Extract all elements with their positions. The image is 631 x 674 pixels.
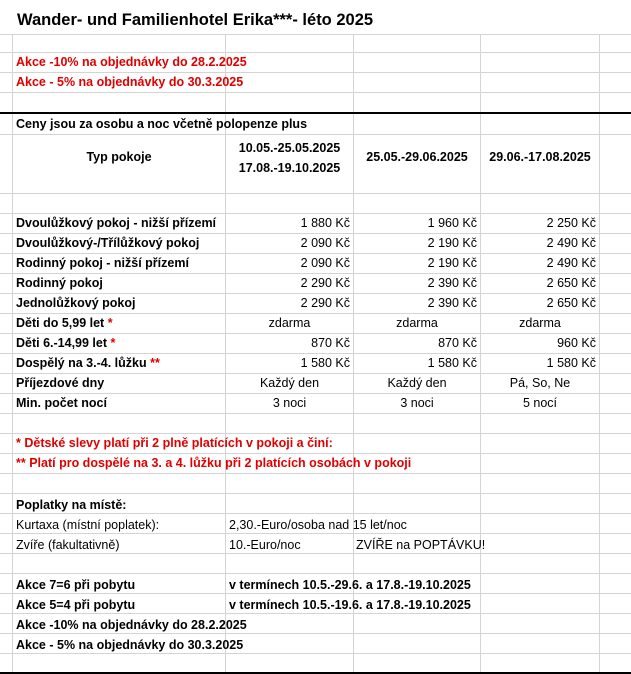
row-label-text: Min. počet nocí — [16, 396, 107, 410]
cell-period2: Každý den — [387, 376, 447, 390]
cell-period1: 870 Kč — [311, 336, 350, 350]
row-label — [16, 273, 103, 293]
row-label-text: Jednolůžkový pokoj — [16, 296, 136, 310]
row-label — [16, 253, 189, 273]
offer-5-4-value: v termínech 10.5.-19.6. a 17.8.-19.10.2025 — [229, 598, 471, 612]
row-footnote-marker: ** — [150, 356, 160, 370]
note-adults: ** Platí pro dospělé na 3. a 4. lůžku při 2 platících osobách v pokoji — [16, 456, 412, 470]
cell-period3: 2 650 Kč — [546, 296, 596, 310]
cell-period3: 2 490 Kč — [546, 256, 596, 270]
cell-period1: 2 090 Kč — [300, 256, 350, 270]
cell-period2: zdarma — [396, 316, 438, 330]
cell-period2: 2 390 Kč — [427, 296, 477, 310]
kurtaxa-label: Kurtaxa (místní poplatek): — [16, 518, 160, 532]
cell-period3: 2 250 Kč — [546, 216, 596, 230]
row-label-text: Rodinný pokoj — [16, 276, 103, 290]
row-footnote-marker: * — [110, 336, 116, 350]
cell-period3: 2 490 Kč — [546, 236, 596, 250]
period1-line2: 17.08.-19.10.2025 — [238, 161, 341, 175]
cell-period2: 870 Kč — [438, 336, 477, 350]
offer-5-4-label: Akce 5=4 při pobytu — [16, 598, 136, 612]
grid-line — [0, 34, 631, 35]
grid-line — [0, 473, 631, 474]
period3-header: 29.06.-17.08.2025 — [489, 150, 591, 164]
cell-period3: 2 650 Kč — [546, 276, 596, 290]
promo-top-2: Akce - 5% na objednávky do 30.3.2025 — [16, 75, 244, 89]
cell-period1: 3 noci — [272, 396, 307, 410]
note-children: * Dětské slevy platí při 2 plně platících v pokoji a činí: — [16, 436, 333, 450]
pets-label: Zvíře (fakultativně) — [16, 538, 120, 552]
promo-top-1: Akce -10% na objednávky do 28.2.2025 — [16, 55, 247, 69]
promo-bottom-2: Akce - 5% na objednávky do 30.3.2025 — [16, 638, 244, 652]
row-label — [16, 353, 160, 373]
row-label — [16, 233, 199, 253]
prices-heading: Ceny jsou za osobu a noc včetně polopenze plus — [16, 117, 308, 131]
grid-line — [0, 92, 631, 93]
row-label — [16, 293, 135, 313]
row-label-text: Dospělý na 3.-4. lůžku — [16, 356, 151, 370]
room-type-header: Typ pokoje — [86, 150, 152, 164]
row-label-text: Rodinný pokoj - nižší přízemí — [16, 256, 189, 270]
offer-7-6-value: v termínech 10.5.-29.6. a 17.8.-19.10.2025 — [229, 578, 471, 592]
cell-period1: 1 880 Kč — [300, 216, 350, 230]
page-title: Wander- und Familienhotel Erika***- léto 2025 — [17, 11, 374, 29]
kurtaxa-value: 2,30.-Euro/osoba nad 15 let/noc — [229, 518, 407, 532]
row-label — [16, 393, 107, 413]
cell-period3: Pá, So, Ne — [509, 376, 571, 390]
cell-period3: 5 nocí — [522, 396, 558, 410]
cell-period1: 2 090 Kč — [300, 236, 350, 250]
cell-period3: zdarma — [519, 316, 561, 330]
cell-period1: 1 580 Kč — [300, 356, 350, 370]
cell-period2: 1 580 Kč — [427, 356, 477, 370]
cell-period2: 1 960 Kč — [427, 216, 477, 230]
cell-period1: 2 290 Kč — [300, 296, 350, 310]
row-footnote-marker: * — [107, 316, 113, 330]
pets-note: ZVÍŘE na POPTÁVKU! — [356, 538, 486, 552]
period2-header: 25.05.-29.06.2025 — [366, 150, 468, 164]
pets-value: 10.-Euro/noc — [229, 538, 301, 552]
row-label-text: Dvoulůžkový pokoj - nižší přízemí — [16, 216, 217, 230]
cell-period2: 2 390 Kč — [427, 276, 477, 290]
fees-heading: Poplatky na místě: — [16, 498, 127, 512]
period1-line1: 10.05.-25.05.2025 — [238, 141, 341, 155]
row-label — [16, 333, 115, 353]
cell-period2: 2 190 Kč — [427, 236, 477, 250]
cell-period1: Každý den — [259, 376, 320, 390]
row-label-text: Děti 6.-14,99 let — [16, 336, 111, 350]
cell-period1: zdarma — [268, 316, 311, 330]
grid-line — [0, 413, 631, 414]
row-label — [16, 213, 216, 233]
offer-7-6-label: Akce 7=6 při pobytu — [16, 578, 136, 592]
grid-line — [0, 573, 631, 574]
cell-period3: 1 580 Kč — [546, 356, 596, 370]
cell-period3: 960 Kč — [557, 336, 596, 350]
row-label-text: Děti do 5,99 let — [16, 316, 108, 330]
grid-line — [0, 493, 631, 494]
row-label-text: Dvoulůžkový-/Třílůžkový pokoj — [16, 236, 200, 250]
row-label — [16, 313, 113, 333]
cell-period2: 2 190 Kč — [427, 256, 477, 270]
row-label — [16, 373, 104, 393]
cell-period1: 2 290 Kč — [300, 276, 350, 290]
grid-line — [0, 193, 631, 194]
promo-bottom-1: Akce -10% na objednávky do 28.2.2025 — [16, 618, 247, 632]
row-label-text: Příjezdové dny — [16, 376, 105, 390]
cell-period2: 3 noci — [400, 396, 434, 410]
